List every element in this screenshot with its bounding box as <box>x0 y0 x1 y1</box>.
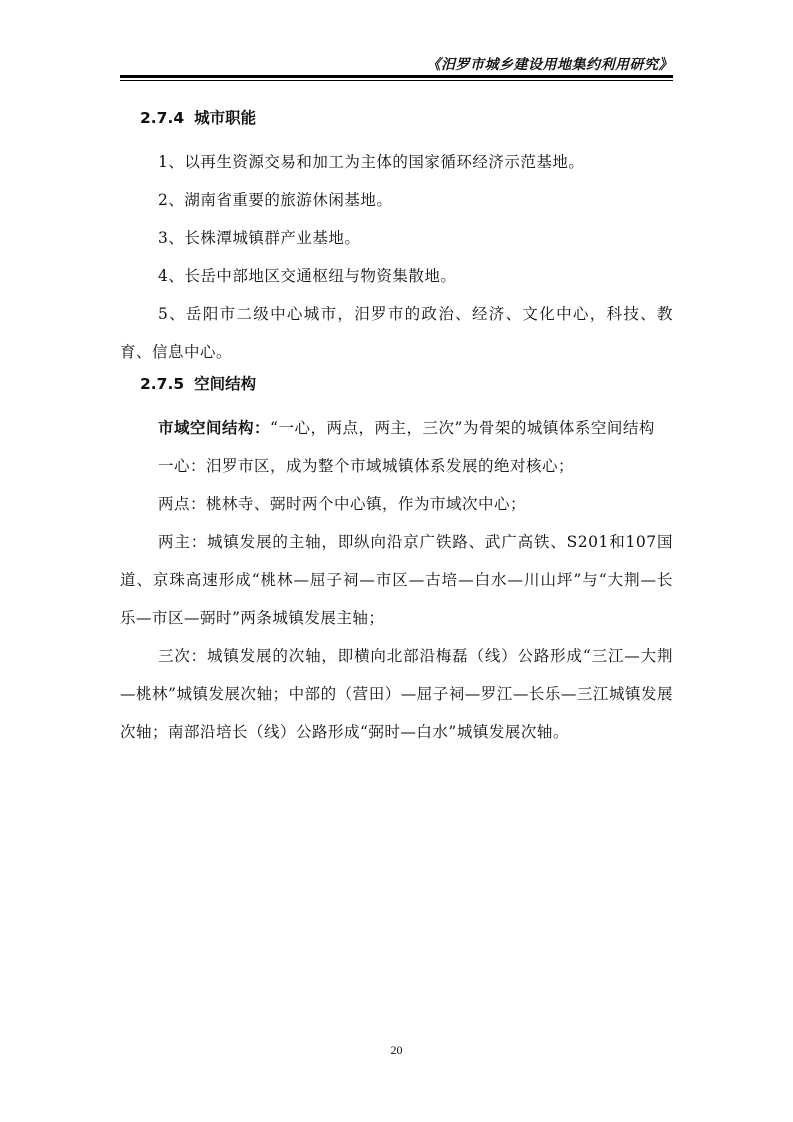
intro-text: “一心，两点，两主，三次”为骨架的城镇体系空间结构 <box>270 419 655 437</box>
section-heading-2-7-5 <box>120 371 673 409</box>
header-rule-thin <box>120 80 673 81</box>
intro-label: 市域空间结构： <box>158 419 271 437</box>
page-number: 20 <box>390 1043 403 1057</box>
section-number: 2.7.4 <box>140 109 185 127</box>
paragraph: 两主：城镇发展的主轴，即纵向沿京广铁路、武广高铁、S201和107国道、京珠高速形成“桃林—屈子祠—市区—古培—白水—川山坪”与“大荆—长乐—市区—弼时”两条城镇发展主轴； <box>120 533 673 627</box>
header-rule-thick <box>120 75 673 78</box>
section-heading-2-7-4 <box>120 105 673 143</box>
paragraph: 三次：城镇发展的次轴，即横向北部沿梅磊（线）公路形成“三江—大荆—桃林”城镇发展次轴；中部的（营田）—屈子祠—罗江—长乐—三江城镇发展次轴；南部沿培长（线）公路形成“弼时—白水”城镇发展次轴。 <box>120 647 673 741</box>
paragraph: 1、以再生资源交易和加工为主体的国家循环经济示范基地。 <box>158 153 585 171</box>
paragraph: 两点：桃林寺、弼时两个中心镇，作为市域次中心； <box>158 495 527 513</box>
section-title: 空间结构 <box>194 375 257 393</box>
paragraph: 3、长株潭城镇群产业基地。 <box>158 229 361 247</box>
section-title: 城市职能 <box>194 109 257 127</box>
paragraph: 2、湖南省重要的旅游休闲基地。 <box>158 191 393 209</box>
section-number: 2.7.5 <box>140 375 185 393</box>
running-header-title: 《汨罗市城乡建设用地集约利用研究》 <box>426 57 673 73</box>
paragraph: 4、长岳中部地区交通枢纽与物资集散地。 <box>158 267 457 285</box>
paragraph: 5、岳阳市二级中心城市，汨罗市的政治、经济、文化中心，科技、教育、信息中心。 <box>120 305 673 361</box>
intro-paragraph <box>120 409 673 447</box>
page-body <box>120 105 673 751</box>
paragraph: 一心：汨罗市区，成为整个市域城镇体系发展的绝对核心； <box>158 457 575 475</box>
